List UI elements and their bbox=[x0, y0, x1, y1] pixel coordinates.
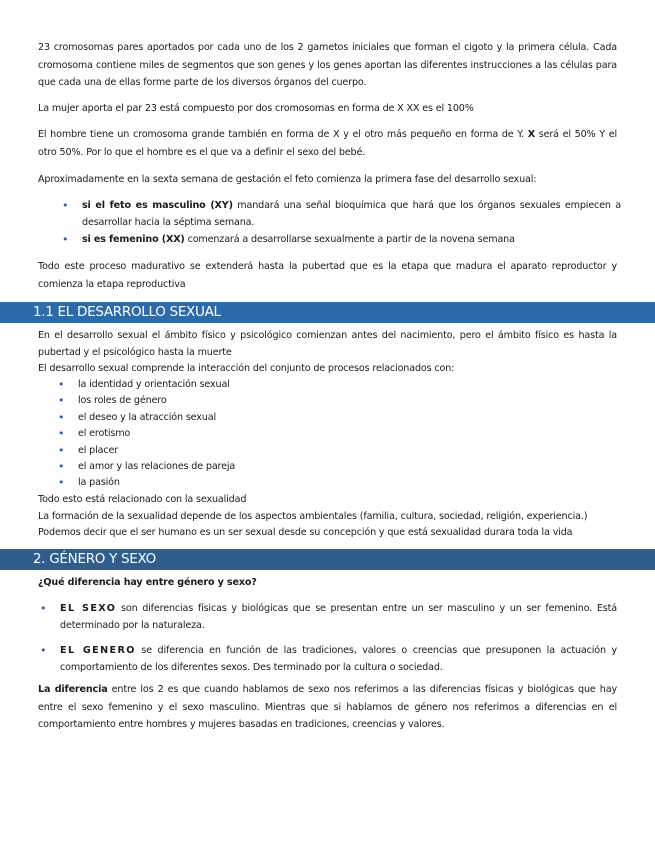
bullet-text: comenzará a desarrollarse sexualmente a partir de la novena semana bbox=[184, 234, 515, 245]
bullet-text: se diferencia en función de las tradiciones, valores o creencias que presuponen la actuación y comportamiento de los diferentes sexos. Des terminado por la cultura o sociedad. bbox=[60, 645, 617, 673]
list-item: • el placer bbox=[56, 443, 617, 459]
intro-paragraph-puberty: Todo este proceso madurativo se extenderá hasta la pubertad que es la etapa que madura el aparato reproductor y comienza la etapa reproductiva bbox=[38, 261, 617, 290]
intro-paragraph-woman: La mujer aporta el par 23 está compuesto por dos cromosomas en forma de X XX es el 100% bbox=[38, 103, 474, 114]
intro-paragraph-man bbox=[38, 126, 617, 161]
list-item bbox=[60, 231, 621, 248]
list-item bbox=[60, 197, 621, 231]
section1-paragraph-sexual-being: Podemos decir que el ser humano es un ser sexual desde su concepción y que está sexualidad durara toda la vida bbox=[38, 527, 573, 538]
man-text-bold-x: X bbox=[527, 129, 535, 140]
closing-text: entre los 2 es que cuando hablamos de sexo nos referimos a las diferencias físicas y biológicas que hay entre el sexo femenino y el sexo masculino. Mientras que si hablamos de género nos referimos a diferencias en el comportamiento entre hombres y mujeres basadas en tradiciones, creencias y valores. bbox=[38, 684, 617, 730]
list-item bbox=[38, 600, 617, 634]
bullet-text: mandará una señal bioquímica que hará que los órganos sexuales empiecen a desarrollar hacia la séptima semana. bbox=[82, 200, 621, 228]
bullet-bold: si es femenino (XX) bbox=[82, 234, 185, 245]
section2-question: ¿Qué diferencia hay entre género y sexo? bbox=[38, 577, 257, 588]
list-item: • la identidad y orientación sexual bbox=[56, 377, 617, 393]
list-item bbox=[38, 642, 617, 676]
section1-paragraph-ambits: En el desarrollo sexual el ámbito físico y psicológico comienzan antes del nacimiento, pero el ámbito físico es hasta la pubertad y el psicológico hasta la muerte bbox=[38, 330, 617, 358]
man-text-a: El hombre tiene un cromosoma grande también en forma de X y el otro más pequeño en forma de Y. bbox=[38, 129, 528, 140]
processes-bullet-list bbox=[56, 377, 617, 492]
bullet-bold: EL SEXO bbox=[60, 603, 117, 614]
list-item: • la pasión bbox=[56, 475, 617, 491]
man-text-c: será el 50% Y el otro 50%. Por lo que el hombre es el que va a definir el sexo del bebé. bbox=[38, 129, 617, 158]
closing-bold: La diferencia bbox=[38, 684, 108, 695]
section1-paragraph-sexuality: Todo esto está relacionado con la sexualidad bbox=[38, 494, 247, 505]
section2-closing-paragraph bbox=[38, 681, 617, 734]
fetus-bullet-list bbox=[60, 197, 621, 248]
bullet-bold: EL GENERO bbox=[60, 645, 136, 656]
section1-paragraph-interaction: El desarrollo sexual comprende la interacción del conjunto de procesos relacionados con: bbox=[38, 363, 455, 374]
list-item: • el amor y las relaciones de pareja bbox=[56, 459, 617, 475]
intro-paragraph-chromosomes: 23 cromosomas pares aportados por cada uno de los 2 gametos iniciales que forman el cigoto y la primera célula. Cada cromosoma contiene miles de segmentos que son genes y los genes aportan las diferentes instrucciones a las células para que cada una de ellas forme parte de los diversos órganos del cuerpo. bbox=[38, 42, 617, 88]
list-item: • el erotismo bbox=[56, 426, 617, 442]
intro-paragraph-sixth-week: Aproximadamente en la sexta semana de gestación el feto comienza la primera fase del desarrollo sexual: bbox=[38, 174, 537, 185]
section-heading-genero-sexo: 2. GÉNERO Y SEXO bbox=[0, 549, 655, 570]
bullet-bold: si el feto es masculino (XY) bbox=[82, 200, 233, 211]
bullet-text: son diferencias físicas y biológicas que se presentan entre un ser masculino y un ser femenino. Está determinado por la naturaleza. bbox=[60, 603, 617, 631]
section1-paragraph-formation: La formación de la sexualidad depende de los aspectos ambientales (familia, cultura, sociedad, religión, experiencia.) bbox=[38, 511, 588, 522]
section-heading-desarrollo-sexual: 1.1 EL DESARROLLO SEXUAL bbox=[0, 302, 655, 323]
list-item: • los roles de género bbox=[56, 393, 617, 409]
list-item: • el deseo y la atracción sexual bbox=[56, 410, 617, 426]
gender-sex-bullet-list bbox=[38, 600, 617, 676]
